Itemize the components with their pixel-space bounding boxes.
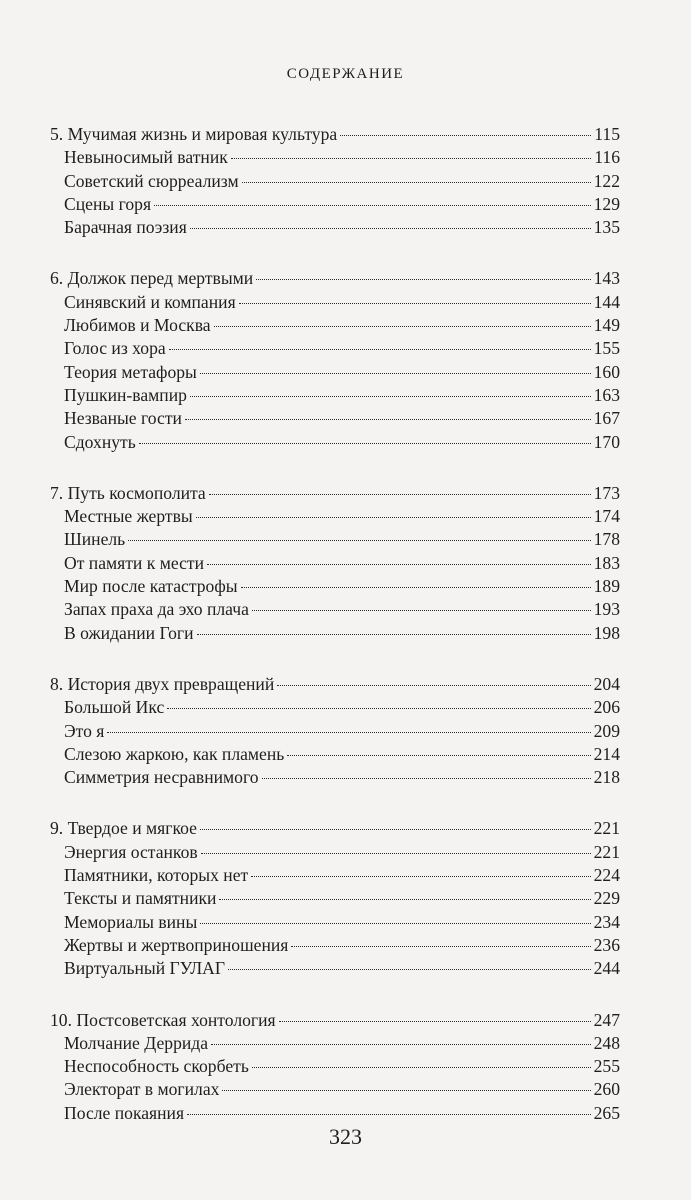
chapter-entry-title: 8. История двух превращений bbox=[50, 673, 275, 694]
section-entry-title: Симметрия несравнимого bbox=[64, 767, 259, 788]
chapter-entry-page: 143 bbox=[593, 268, 620, 289]
section-entry-page: 193 bbox=[593, 599, 620, 620]
section-entry bbox=[50, 193, 620, 216]
section-entry-title: Электорат в могилах bbox=[64, 1079, 220, 1100]
section-entry-title: Шинель bbox=[64, 529, 126, 550]
chapter-entry-title: 9. Твердое и мягкое bbox=[50, 818, 197, 839]
chapter-block bbox=[50, 123, 620, 239]
section-entry-page: 209 bbox=[593, 720, 620, 741]
section-entry-title: Тексты и памятники bbox=[64, 888, 217, 909]
dot-leader bbox=[256, 279, 591, 280]
section-entry-title: Мемориалы вины bbox=[64, 911, 198, 932]
page-number: 323 bbox=[329, 1124, 362, 1149]
chapter-entry bbox=[50, 482, 620, 505]
section-entry bbox=[50, 552, 620, 575]
section-entry-page: 163 bbox=[593, 384, 620, 405]
section-entry-page: 224 bbox=[593, 865, 620, 886]
dot-leader bbox=[277, 685, 591, 686]
chapter-block bbox=[50, 1009, 620, 1125]
section-entry bbox=[50, 934, 620, 957]
chapter-entry bbox=[50, 817, 620, 840]
section-entry-title: Это я bbox=[64, 720, 105, 741]
section-entry-title: Сцены горя bbox=[64, 193, 152, 214]
chapter-entry-page: 221 bbox=[593, 818, 620, 839]
chapter-entry-page: 204 bbox=[593, 673, 620, 694]
section-entry-title: Невыносимый ватник bbox=[64, 147, 228, 168]
section-entry bbox=[50, 505, 620, 528]
section-entry-title: После покаяния bbox=[64, 1102, 185, 1123]
section-entry bbox=[50, 1032, 620, 1055]
table-of-contents bbox=[50, 123, 620, 1153]
section-entry-page: 155 bbox=[593, 338, 620, 359]
section-entry-page: 116 bbox=[594, 147, 620, 168]
section-entry-title: Виртуальный ГУЛАГ bbox=[64, 958, 226, 979]
dot-leader bbox=[128, 540, 591, 541]
dot-leader bbox=[139, 443, 591, 444]
dot-leader bbox=[190, 396, 591, 397]
dot-leader bbox=[154, 205, 591, 206]
chapter-block bbox=[50, 482, 620, 645]
section-entry-title: Сдохнуть bbox=[64, 431, 136, 452]
section-entry bbox=[50, 146, 620, 169]
section-entry-page: 221 bbox=[593, 841, 620, 862]
chapter-entry-page: 115 bbox=[594, 124, 620, 144]
section-entry bbox=[50, 407, 620, 430]
section-entry bbox=[50, 575, 620, 598]
chapter-entry-page: 173 bbox=[593, 482, 620, 503]
section-entry bbox=[50, 216, 620, 239]
section-entry-page: 183 bbox=[593, 552, 620, 573]
dot-leader bbox=[231, 158, 591, 159]
section-entry-title: Барачная поэзия bbox=[64, 217, 187, 238]
page-title: СОДЕРЖАНИЕ bbox=[286, 66, 405, 82]
dot-leader bbox=[287, 755, 591, 756]
section-entry-title: Энергия останков bbox=[64, 841, 198, 862]
section-entry bbox=[50, 1102, 620, 1125]
section-entry-page: 198 bbox=[593, 622, 620, 643]
section-entry-page: 189 bbox=[593, 576, 620, 597]
dot-leader bbox=[167, 708, 591, 709]
chapter-entry bbox=[50, 673, 620, 696]
dot-leader bbox=[209, 494, 591, 495]
section-entry-page: 135 bbox=[593, 217, 620, 238]
section-entry-page: 218 bbox=[593, 767, 620, 788]
dot-leader bbox=[169, 349, 591, 350]
section-entry-title: Запах праха да эхо плача bbox=[64, 599, 249, 620]
chapter-entry-title: 10. Постсоветская хонтология bbox=[50, 1009, 276, 1030]
section-entry-page: 170 bbox=[593, 431, 620, 452]
section-entry-title: Мир после катастрофы bbox=[64, 576, 238, 597]
dot-leader bbox=[187, 1114, 591, 1115]
section-entry bbox=[50, 1055, 620, 1078]
section-entry-page: 265 bbox=[593, 1102, 620, 1123]
section-entry-title: В ожидании Гоги bbox=[64, 622, 194, 643]
dot-leader bbox=[201, 853, 591, 854]
section-entry-page: 167 bbox=[593, 408, 620, 429]
section-entry-title: Пушкин-вампир bbox=[64, 384, 187, 405]
chapter-block bbox=[50, 267, 620, 453]
dot-leader bbox=[279, 1021, 591, 1022]
section-entry-title: Молчание Деррида bbox=[64, 1032, 209, 1053]
section-entry bbox=[50, 337, 620, 360]
dot-leader bbox=[291, 946, 591, 947]
dot-leader bbox=[107, 732, 591, 733]
section-entry-page: 229 bbox=[593, 888, 620, 909]
dot-leader bbox=[190, 228, 591, 229]
section-entry-page: 214 bbox=[593, 743, 620, 764]
section-entry bbox=[50, 957, 620, 980]
dot-leader bbox=[222, 1090, 591, 1091]
section-entry-page: 206 bbox=[593, 697, 620, 718]
section-entry bbox=[50, 887, 620, 910]
section-entry-page: 178 bbox=[593, 529, 620, 550]
dot-leader bbox=[219, 899, 591, 900]
dot-leader bbox=[196, 517, 591, 518]
section-entry bbox=[50, 696, 620, 719]
section-entry-title: Теория метафоры bbox=[64, 361, 197, 382]
section-entry bbox=[50, 170, 620, 193]
section-entry bbox=[50, 864, 620, 887]
section-entry-page: 244 bbox=[593, 958, 620, 979]
dot-leader bbox=[242, 182, 591, 183]
section-entry-title: Голос из хора bbox=[64, 338, 166, 359]
dot-leader bbox=[262, 778, 591, 779]
section-entry-title: Неспособность скорбеть bbox=[64, 1056, 249, 1077]
section-entry-title: Советский сюрреализм bbox=[64, 170, 239, 191]
section-entry bbox=[50, 911, 620, 934]
dot-leader bbox=[200, 923, 591, 924]
dot-leader bbox=[239, 303, 591, 304]
section-entry-title: Незваные гости bbox=[64, 408, 182, 429]
dot-leader bbox=[207, 564, 591, 565]
dot-leader bbox=[340, 135, 591, 136]
section-entry-title: Синявский и компания bbox=[64, 291, 236, 312]
dot-leader bbox=[228, 969, 591, 970]
section-entry-page: 236 bbox=[593, 934, 620, 955]
section-entry-title: Слезою жаркою, как пламень bbox=[64, 743, 285, 764]
section-entry bbox=[50, 720, 620, 743]
chapter-block bbox=[50, 673, 620, 789]
section-entry bbox=[50, 384, 620, 407]
dot-leader bbox=[211, 1044, 591, 1045]
dot-leader bbox=[252, 610, 591, 611]
section-entry bbox=[50, 766, 620, 789]
section-entry-page: 129 bbox=[593, 193, 620, 214]
dot-leader bbox=[200, 373, 591, 374]
section-entry-page: 144 bbox=[593, 291, 620, 312]
dot-leader bbox=[251, 876, 591, 877]
section-entry bbox=[50, 743, 620, 766]
dot-leader bbox=[200, 829, 591, 830]
section-entry-page: 248 bbox=[593, 1032, 620, 1053]
section-entry-page: 260 bbox=[593, 1079, 620, 1100]
chapter-entry bbox=[50, 1009, 620, 1032]
section-entry bbox=[50, 291, 620, 314]
section-entry-title: Большой Икс bbox=[64, 697, 165, 718]
section-entry bbox=[50, 361, 620, 384]
chapter-entry bbox=[50, 123, 620, 146]
section-entry-title: Любимов и Москва bbox=[64, 315, 211, 336]
chapter-entry-title: 5. Мучимая жизнь и мировая культура bbox=[50, 124, 338, 144]
section-entry-page: 122 bbox=[593, 170, 620, 191]
chapter-entry bbox=[50, 267, 620, 290]
section-entry bbox=[50, 314, 620, 337]
dot-leader bbox=[241, 587, 591, 588]
section-entry bbox=[50, 431, 620, 454]
section-entry-title: Памятники, которых нет bbox=[64, 865, 249, 886]
section-entry-title: Местные жертвы bbox=[64, 506, 193, 527]
dot-leader bbox=[252, 1067, 591, 1068]
dot-leader bbox=[185, 419, 591, 420]
section-entry-page: 255 bbox=[593, 1056, 620, 1077]
section-entry-page: 174 bbox=[593, 506, 620, 527]
chapter-entry-title: 7. Путь космополита bbox=[50, 482, 206, 503]
section-entry bbox=[50, 598, 620, 621]
chapter-entry-title: 6. Должок перед мертвыми bbox=[50, 268, 254, 289]
section-entry bbox=[50, 622, 620, 645]
section-entry-page: 160 bbox=[593, 361, 620, 382]
section-entry-title: От памяти к мести bbox=[64, 552, 204, 573]
dot-leader bbox=[214, 326, 591, 327]
chapter-entry-page: 247 bbox=[593, 1009, 620, 1030]
section-entry-page: 234 bbox=[593, 911, 620, 932]
chapter-block bbox=[50, 817, 620, 980]
section-entry bbox=[50, 841, 620, 864]
section-entry-page: 149 bbox=[593, 315, 620, 336]
dot-leader bbox=[197, 634, 591, 635]
section-entry bbox=[50, 528, 620, 551]
section-entry bbox=[50, 1078, 620, 1101]
section-entry-title: Жертвы и жертвоприношения bbox=[64, 934, 289, 955]
